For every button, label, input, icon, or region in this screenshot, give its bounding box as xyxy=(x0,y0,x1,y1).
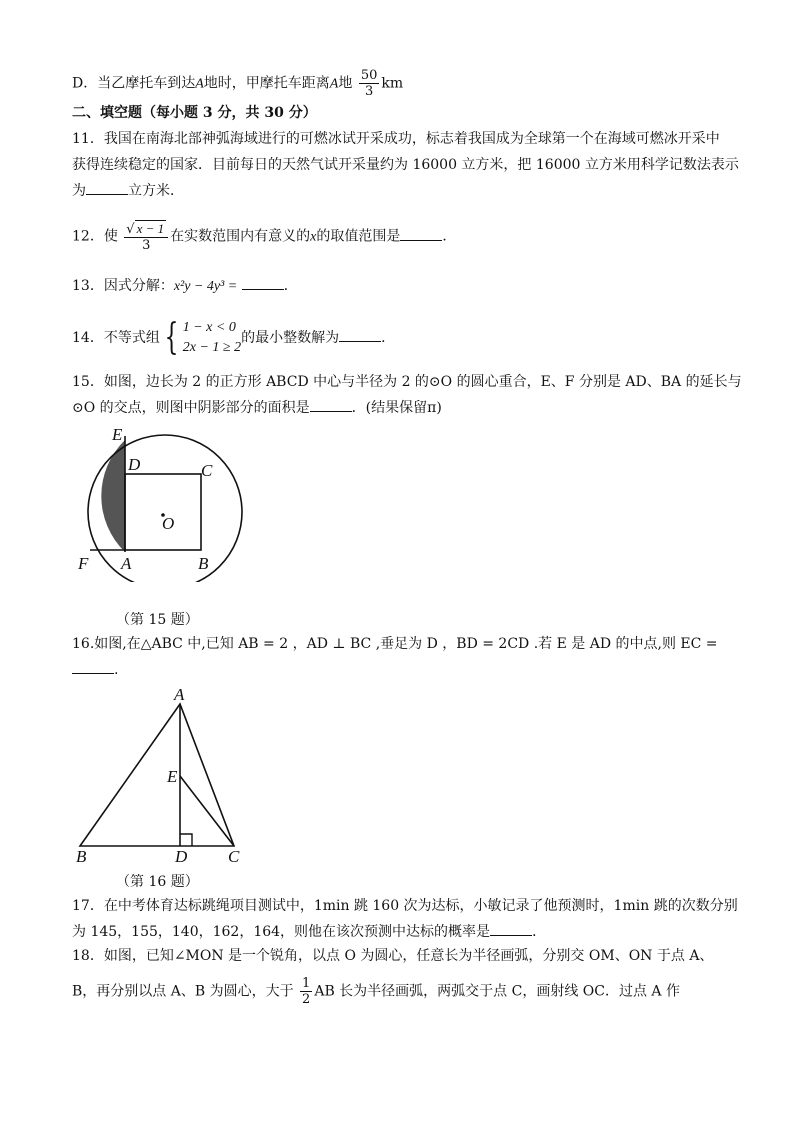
q12-frac-num: √ x − 1 xyxy=(124,220,168,238)
q10-prefix: D．当乙摩托车到达 xyxy=(72,75,196,92)
q10-frac-num: 50 xyxy=(360,68,378,83)
q16-figure xyxy=(70,684,250,866)
q14-system xyxy=(183,318,241,358)
q18-fraction xyxy=(300,976,312,1007)
q15-label-f: F xyxy=(78,554,89,573)
q12-fraction xyxy=(124,220,168,253)
q18-frac-den: 2 xyxy=(302,992,311,1007)
q15-answer-blank[interactable] xyxy=(310,399,352,412)
q16-answer-blank[interactable] xyxy=(72,661,114,674)
q10-mid: 地时，甲摩托车距离 xyxy=(203,75,330,92)
q12-suffix: 的取值范围是 xyxy=(316,228,401,245)
q18-line2-prefix: B，再分别以点 A、B 为圆心，大于 xyxy=(72,983,294,1000)
q12-var: x xyxy=(310,229,317,245)
q15-shaded-region xyxy=(101,440,125,552)
q14-end: ． xyxy=(381,330,396,346)
q14-ineq2: 2x − 1 ≥ 2 xyxy=(182,340,242,355)
q11-line3 xyxy=(72,181,184,201)
q15-label-e: E xyxy=(112,425,123,444)
q10-mid2: 地 xyxy=(338,75,353,92)
q18-frac-num: 1 xyxy=(302,976,311,991)
q16-label-c: C xyxy=(228,847,240,866)
q10-fraction xyxy=(359,68,380,99)
q14-brace: { xyxy=(164,317,179,358)
q13-answer-blank[interactable] xyxy=(242,277,284,290)
q13-expr: x²y − 4y³ = xyxy=(173,279,238,294)
q17-line2 xyxy=(72,922,546,942)
q18-line1: 18．如图，已知∠MON 是一个锐角，以点 O 为圆心，任意长为半径画弧，分别交 OM、ON 于点 A、 xyxy=(72,948,714,964)
q15-label-d: D xyxy=(128,455,141,474)
q16-line2-suffix: . xyxy=(114,662,119,678)
q12-answer-blank[interactable] xyxy=(400,228,442,241)
q11-line3-suffix: 立方米． xyxy=(128,183,184,199)
q17-line2-suffix: ． xyxy=(532,924,547,940)
q15-line2 xyxy=(72,398,442,418)
q15-line2-suffix: ．(结果保留π) xyxy=(351,400,442,416)
q18-line2-suffix: AB 长为半径画弧，两弧交于点 C，画射线 OC．过点 A 作 xyxy=(314,983,680,1000)
q17-answer-blank[interactable] xyxy=(490,923,532,936)
q14-prefix: 14．不等式组 xyxy=(72,330,160,346)
q12-sqrt-content: x − 1 xyxy=(136,221,165,236)
q15-square-abcd xyxy=(125,474,201,550)
q11-line1: 11．我国在南海北部神弧海域进行的可燃冰试开采成功，标志着我国成为全球第一个在海域可燃冰开采中 xyxy=(72,131,720,147)
q12 xyxy=(72,220,456,253)
q16-label-b: B xyxy=(76,847,87,866)
q10-unit: km xyxy=(381,75,404,92)
q12-end: ． xyxy=(442,228,457,245)
q15-label-c: C xyxy=(201,461,213,480)
q11-answer-blank[interactable] xyxy=(86,182,128,195)
q16-line1: 16.如图,在△ABC 中,已知 AB = 2 ，AD ⊥ BC ,垂足为 D ，BD = 2CD .若 E 是 AD 的中点,则 EC = xyxy=(72,636,718,652)
q13-prefix: 13．因式分解： xyxy=(72,278,174,294)
q16-caption: （第 16 题） xyxy=(116,874,199,890)
section-heading: 二、填空题（每小题 3 分，共 30 分） xyxy=(72,105,317,121)
q10-var-a2: A xyxy=(329,76,339,92)
q17-line2-prefix: 为 145，155，140，162，164，则他在该次预测中达标的概率是 xyxy=(72,924,491,940)
q15-line1: 15．如图，边长为 2 的正方形 ABCD 中心与半径为 2 的⊙O 的圆心重合，E、F 分别是 AD、BA 的延长与 xyxy=(72,374,742,390)
q16-label-e: E xyxy=(167,767,178,786)
q12-mid: 在实数范围内有意义的 xyxy=(170,228,311,245)
q10-var-a: A xyxy=(195,76,204,92)
q14-answer-blank[interactable] xyxy=(339,329,381,342)
q14-ineq1: 1 − x < 0 xyxy=(182,320,236,335)
q15-line2-prefix: ⊙O 的交点，则图中阴影部分的面积是 xyxy=(72,400,310,416)
q16-segment-ec xyxy=(180,776,234,846)
q13 xyxy=(72,276,298,297)
q16-label-a: A xyxy=(174,685,185,704)
q15-caption: （第 15 题） xyxy=(116,612,199,628)
q12-frac-den: 3 xyxy=(142,238,151,253)
q11-line2: 获得连续稳定的国家．目前每日的天然气试开采量约为 16000 立方米，把 16000 立方米用科学记数法表示 xyxy=(72,157,739,173)
q15-label-b: B xyxy=(198,554,209,573)
q16-right-angle-mark xyxy=(180,834,192,846)
q16-line2 xyxy=(72,660,118,680)
q15-label-o: O xyxy=(162,514,175,533)
q10-frac-den: 3 xyxy=(364,84,374,99)
q15-figure xyxy=(70,422,260,582)
q12-prefix: 12．使 xyxy=(72,228,118,245)
q11-line3-prefix: 为 xyxy=(72,183,86,199)
q16-label-d: D xyxy=(175,847,188,866)
q18-line2 xyxy=(72,976,680,1007)
q14-suffix: 的最小整数解为 xyxy=(241,330,340,346)
q13-end: ． xyxy=(283,278,298,294)
q10-option-d xyxy=(72,68,403,99)
q16-triangle-abc xyxy=(80,704,234,846)
q15-label-a: A xyxy=(121,554,132,573)
q14 xyxy=(72,318,395,358)
q17-line1: 17．在中考体育达标跳绳项目测试中，1min 跳 160 次为达标，小敏记录了他预测时，1min 跳的次数分别 xyxy=(72,898,738,914)
